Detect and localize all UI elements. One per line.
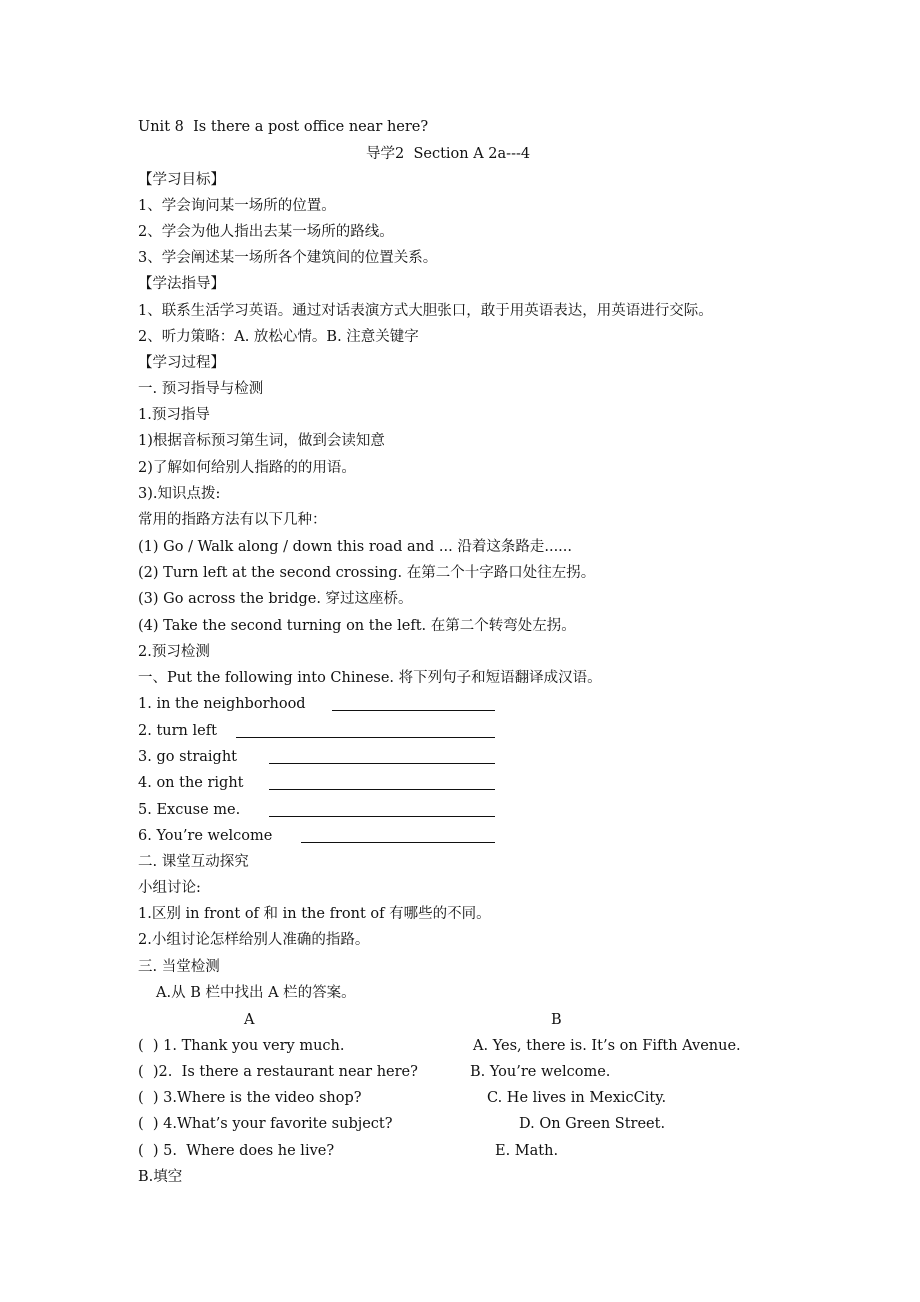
objectives-heading: 【学习目标】	[138, 172, 225, 188]
discussion-label: 小组讨论:	[138, 880, 201, 896]
match-answer: D. On Green Street.	[519, 1116, 666, 1132]
column-b-label: B	[551, 1012, 562, 1028]
match-question: ( ) 1. Thank you very much.	[138, 1038, 345, 1054]
match-answer: A. Yes, there is. It’s on Fifth Avenue.	[473, 1038, 741, 1054]
answer-blank[interactable]	[269, 775, 495, 790]
match-instruction: A.从 B 栏中找出 A 栏的答案。	[156, 985, 356, 1001]
answer-blank[interactable]	[269, 802, 495, 817]
translate-item: 5. Excuse me.	[138, 802, 255, 818]
translate-item: 1. in the neighborhood	[138, 696, 315, 712]
match-answer: E. Math.	[495, 1143, 559, 1159]
guide-item: 3).知识点拨:	[138, 486, 221, 502]
direction-item: (4) Take the second turning on the left. 在第二个转弯处左拐。	[138, 618, 576, 634]
lesson-title: 导学2 Section A 2a---4	[366, 146, 531, 162]
answer-blank[interactable]	[269, 749, 495, 764]
match-answer: B. You’re welcome.	[470, 1064, 611, 1080]
match-question: ( ) 3.Where is the video shop?	[138, 1090, 362, 1106]
fill-blank-label: B.填空	[138, 1169, 183, 1185]
direction-item: (2) Turn left at the second crossing. 在第二个十字路口处往左拐。	[138, 565, 596, 581]
match-question: ( ) 5. Where does he live?	[138, 1143, 335, 1159]
direction-item: (3) Go across the bridge. 穿过这座桥。	[138, 591, 413, 607]
discussion-item: 1.区别 in front of 和 in the front of 有哪些的不同。	[138, 906, 491, 922]
guide-item: 1)根据音标预习第生词，做到会读知意	[138, 433, 385, 449]
discussion-item: 2.小组讨论怎样给别人准确的指路。	[138, 932, 370, 948]
method-item: 1、联系生活学习英语。通过对话表演方式大胆张口，敢于用英语表达，用英语进行交际。	[138, 303, 713, 319]
match-question: ( ) 4.What’s your favorite subject?	[138, 1116, 393, 1132]
part2-title: 二. 课堂互动探究	[138, 854, 249, 870]
guide-item: 2)了解如何给别人指路的的用语。	[138, 460, 356, 476]
match-question: ( )2. Is there a restaurant near here?	[138, 1064, 418, 1080]
answer-blank[interactable]	[332, 696, 495, 711]
objective-item: 3、学会阐述某一场所各个建筑间的位置关系。	[138, 250, 438, 266]
translate-item: 2. turn left	[138, 723, 217, 739]
method-item: 2、听力策略：A. 放松心情。B. 注意关键字	[138, 329, 419, 345]
translate-instruction: 一、Put the following into Chinese. 将下列句子和短语翻译成汉语。	[138, 670, 602, 686]
guide-title: 1.预习指导	[138, 407, 210, 423]
translate-item: 6. You’re welcome	[138, 828, 282, 844]
process-heading: 【学习过程】	[138, 355, 225, 371]
unit-title: Unit 8 Is there a post office near here?	[138, 119, 429, 135]
translate-item: 3. go straight	[138, 749, 247, 765]
direction-item: (1) Go / Walk along / down this road and ... 沿着这条路走......	[138, 539, 573, 555]
method-heading: 【学法指导】	[138, 276, 225, 292]
check-title: 2.预习检测	[138, 644, 210, 660]
part1-title: 一. 预习指导与检测	[138, 381, 264, 397]
directions-intro: 常用的指路方法有以下几种：	[138, 512, 327, 528]
objective-item: 2、学会为他人指出去某一场所的路线。	[138, 224, 394, 240]
part3-title: 三. 当堂检测	[138, 959, 220, 975]
match-answer: C. He lives in MexicCity.	[487, 1090, 667, 1106]
objective-item: 1、学会询问某一场所的位置。	[138, 198, 336, 214]
column-a-label: A	[244, 1012, 255, 1028]
answer-blank[interactable]	[301, 828, 495, 843]
answer-blank[interactable]	[236, 723, 495, 738]
translate-item: 4. on the right	[138, 775, 249, 791]
